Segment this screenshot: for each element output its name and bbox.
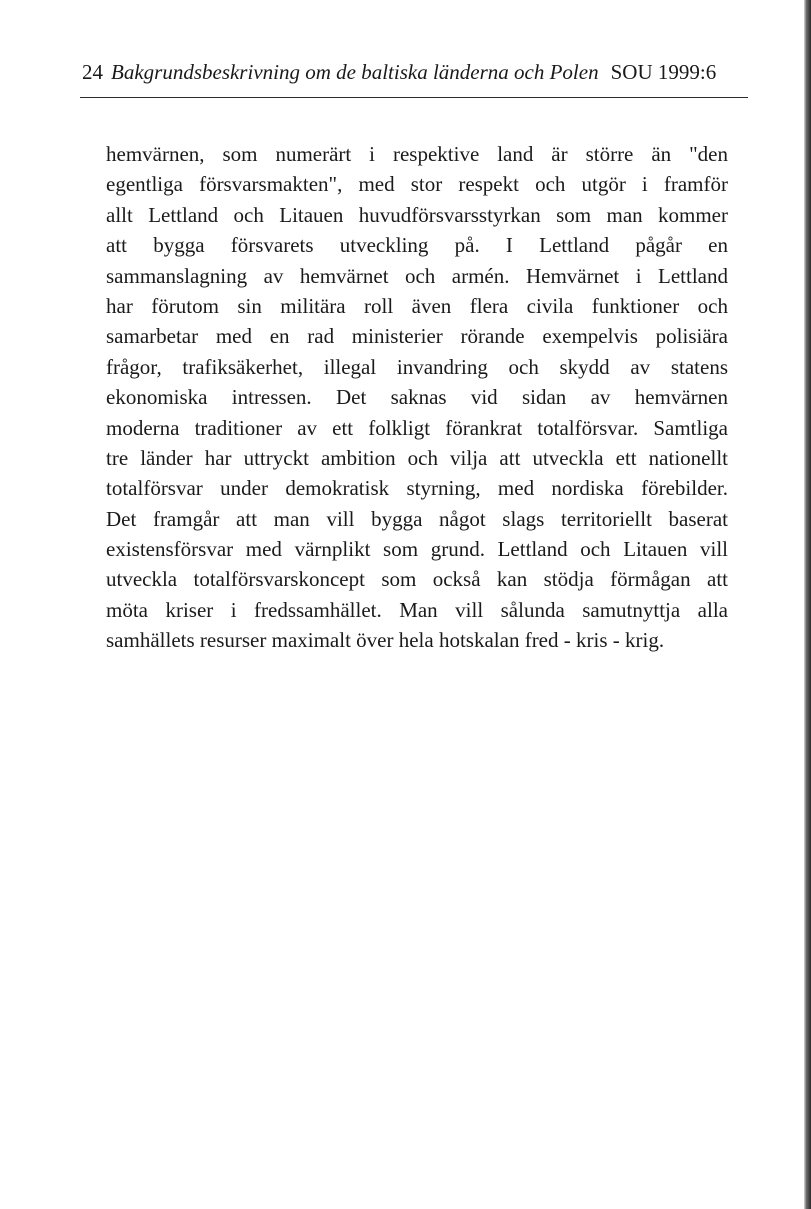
text-line: att bygga försvarets utveckling på. I Lettland pågår en <box>106 233 728 258</box>
text-line: allt Lettland och Litauen huvudförsvarsstyrkan som man kommer <box>106 202 728 227</box>
text-line: ekonomiska intressen. Det saknas vid sidan av hemvärnen <box>106 385 728 410</box>
text-line: samarbetar med en rad ministerier rörande exempelvis polisiära <box>106 324 728 349</box>
text-line: hemvärnen, som numerärt i respektive land är större än "den <box>106 142 728 166</box>
text-line: egentliga försvarsmakten", med stor respekt och utgör i framför <box>106 172 728 197</box>
page-edge-shadow <box>804 0 811 1209</box>
text-line: möta kriser i fredssamhället. Man vill sålunda samutnyttja alla <box>106 597 728 622</box>
header-rule <box>80 97 748 98</box>
text-line: totalförsvar under demokratisk styrning, med nordiska förebilder. <box>106 476 728 501</box>
text-line: existensförsvar med värnplikt som grund. Lettland och Litauen vill <box>106 537 728 562</box>
text-line: moderna traditioner av ett folkligt förankrat totalförsvar. Samtliga <box>106 415 728 440</box>
page-number: 24 <box>82 60 103 84</box>
text-line: Det framgår att man vill bygga något slags territoriellt baserat <box>106 506 728 531</box>
running-header <box>82 58 752 86</box>
document-id: SOU 1999:6 <box>610 60 717 84</box>
text-line: samhällets resurser maximalt över hela hotskalan fred - kris - krig. <box>106 628 665 653</box>
running-title: Bakgrundsbeskrivning om de baltiska länderna och Polen <box>111 60 599 84</box>
body-paragraph <box>106 139 728 656</box>
text-line: sammanslagning av hemvärnet och armén. Hemvärnet i Lettland <box>106 263 728 288</box>
text-line: har förutom sin militära roll även flera civila funktioner och <box>106 293 728 318</box>
text-line: utveckla totalförsvarskoncept som också kan stödja förmågan att <box>106 567 728 592</box>
text-line: tre länder har uttryckt ambition och vilja att utveckla ett nationellt <box>106 445 728 470</box>
text-line: frågor, trafiksäkerhet, illegal invandring och skydd av statens <box>106 354 728 379</box>
